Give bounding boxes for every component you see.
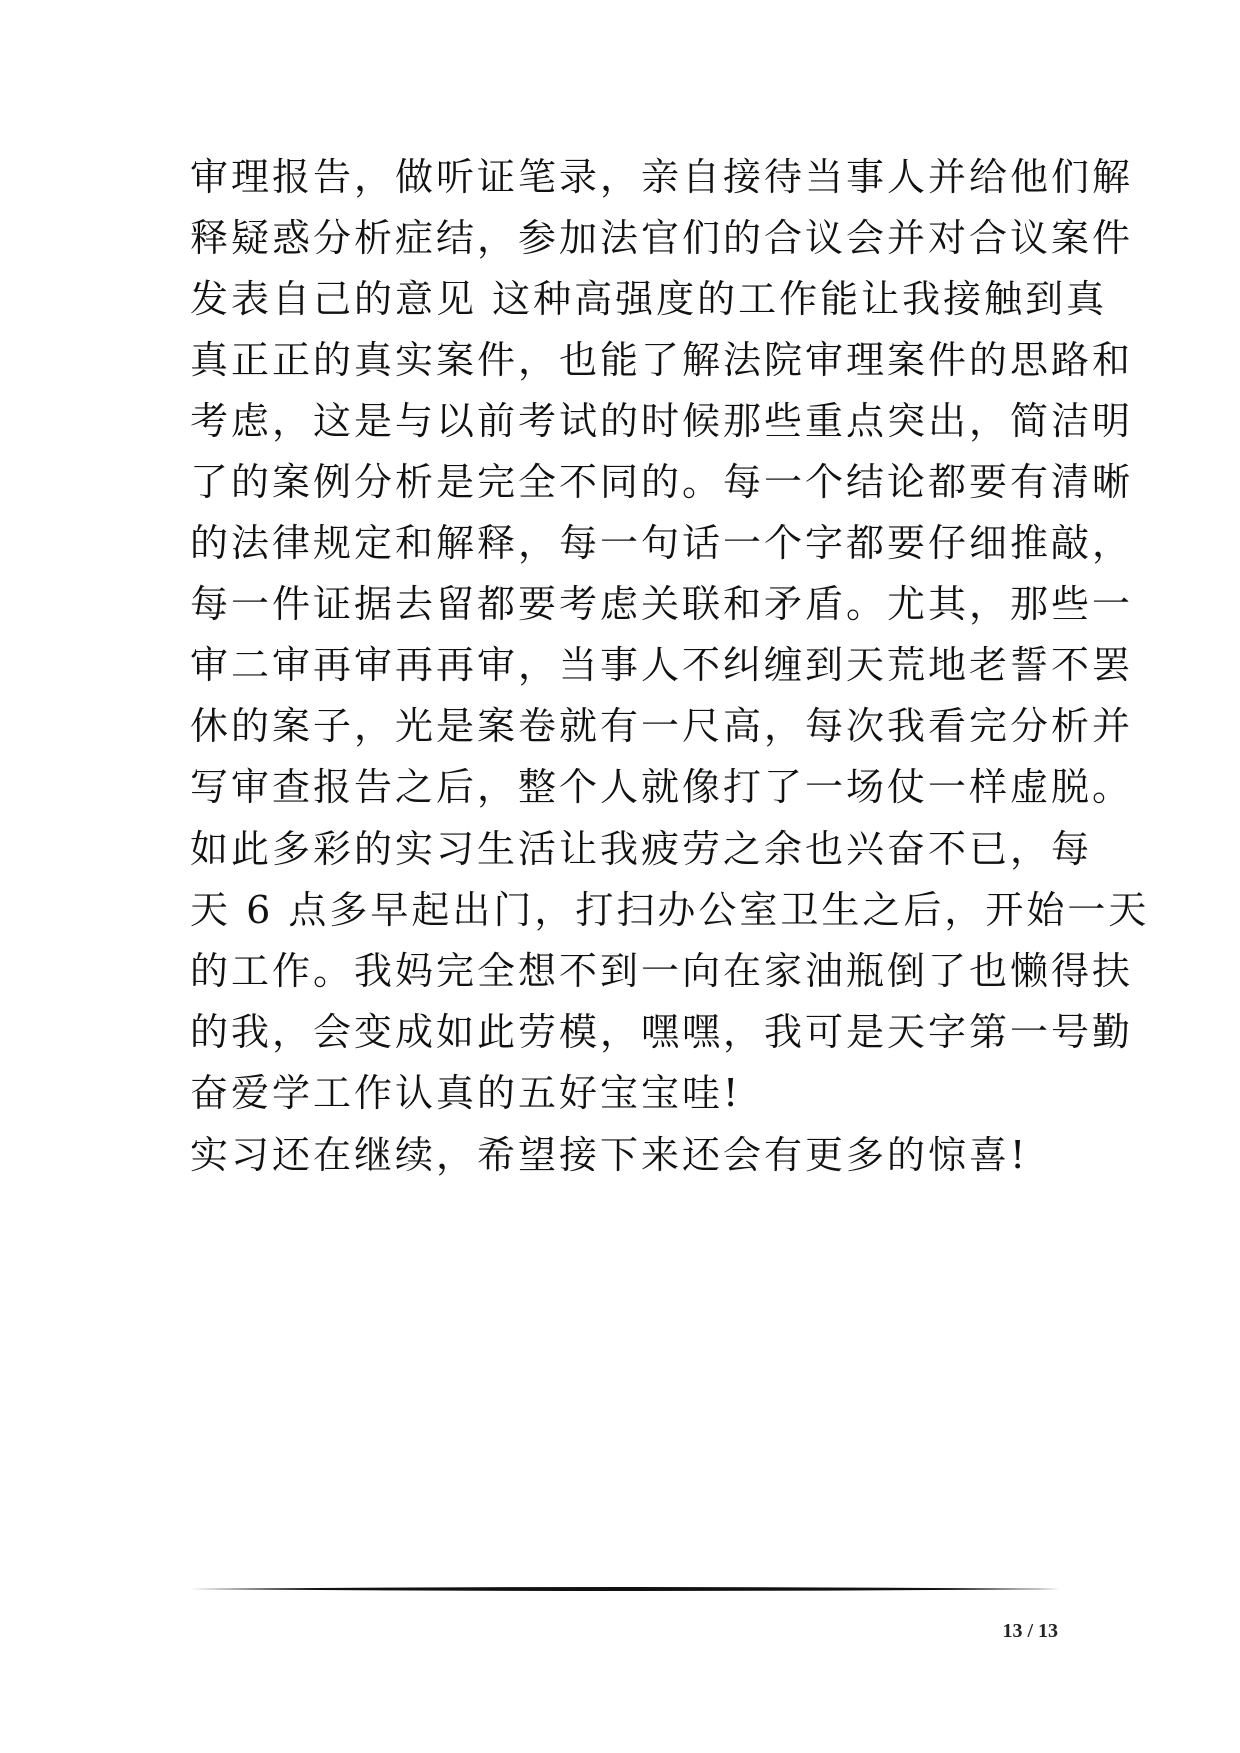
text-line: 休的案子，光是案卷就有一尺高，每次我看完分析并 [190,704,1134,748]
text-line: 天 6 点多早起出门，打扫办公室卫生之后，开始一天 [190,888,1150,932]
text-line: 了的案例分析是完全不同的。每一个结论都要有清晰 [190,460,1134,504]
text-line: 奋爱学工作认真的五好宝宝哇! [190,1071,742,1115]
text-line: 发表自己的意见 这种高强度的工作能让我接触到真 [190,277,1108,321]
paragraph-start-line: 实习还在继续，希望接下来还会有更多的惊喜! [190,1133,1029,1177]
text-line: 的工作。我妈完全想不到一向在家油瓶倒了也懒得扶 [190,949,1134,993]
body-text [190,147,1150,1186]
text-line: 写审查报告之后，整个人就像打了一场仗一样虚脱。 [190,765,1134,809]
text-line: 的法律规定和解释，每一句话一个字都要仔细推敲， [190,521,1134,565]
text-line: 审理报告，做听证笔录，亲自接待当事人并给他们解 [190,155,1134,199]
text-line: 审二审再审再再审，当事人不纠缠到天荒地老誓不罢 [190,643,1134,687]
paragraph-start-line: 如此多彩的实习生活让我疲劳之余也兴奋不已，每 [190,827,1093,871]
footer-divider [190,1585,1060,1593]
text-line: 考虑，这是与以前考试的时候那些重点突出，简洁明 [190,399,1134,443]
text-line: 释疑惑分析症结，参加法官们的合议会并对合议案件 [190,216,1134,260]
page-number: 13 / 13 [1002,1620,1058,1642]
text-line: 每一件证据去留都要考虑关联和矛盾。尤其，那些一 [190,582,1134,626]
text-line: 的我，会变成如此劳模，嘿嘿，我可是天字第一号勤 [190,1010,1134,1054]
text-line: 真正正的真实案件，也能了解法院审理案件的思路和 [190,338,1134,382]
